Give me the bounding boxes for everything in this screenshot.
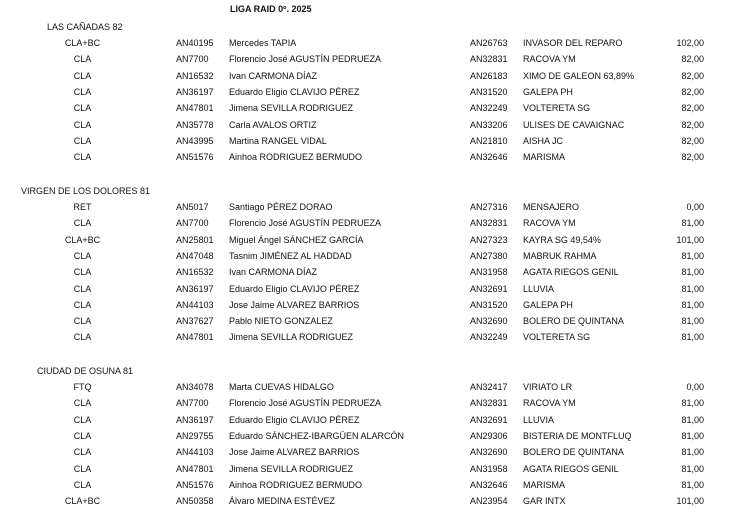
status-cell: CLA (73, 316, 92, 326)
table-row (0, 316, 740, 332)
status-cell: FTQ (73, 382, 92, 392)
rider-name-cell: Marta CUEVAS HIDALGO (229, 382, 334, 392)
horse-license-cell: AN27316 (470, 202, 508, 212)
table-row (0, 87, 740, 103)
rider-name-cell: Florencio José AGUSTÍN PEDRUEZA (229, 398, 382, 408)
rider-name-cell: Mercedes TAPIA (229, 38, 297, 48)
horse-license-cell: AN21810 (470, 136, 508, 146)
rider-name-cell: Florencio José AGUSTÍN PEDRUEZA (229, 54, 382, 64)
status-cell: CLA (73, 480, 92, 490)
status-cell: CLA (73, 103, 92, 113)
horse-name-cell: MABRUK RAHMA (523, 251, 597, 261)
rider-license-cell: AN50358 (176, 496, 214, 506)
points-cell: 82,00 (681, 152, 704, 162)
points-cell: 102,00 (676, 38, 704, 48)
rider-license-cell: AN37627 (176, 316, 214, 326)
points-cell: 81,00 (681, 332, 704, 342)
group-title: CIUDAD DE OSUNA 81 (37, 366, 134, 376)
rider-license-cell: AN35778 (176, 120, 214, 130)
horse-name-cell: AGATA RIEGOS GENIL (523, 464, 619, 474)
horse-license-cell: AN32249 (470, 103, 508, 113)
status-cell: CLA+BC (64, 496, 101, 506)
rider-license-cell: AN40195 (176, 38, 214, 48)
points-cell: 81,00 (681, 267, 704, 277)
horse-name-cell: BISTERIA DE MONTFLUQ (523, 431, 632, 441)
horse-license-cell: AN31958 (470, 267, 508, 277)
points-cell: 81,00 (681, 480, 704, 490)
points-cell: 81,00 (681, 284, 704, 294)
status-cell: CLA (73, 267, 92, 277)
status-cell: CLA (73, 251, 92, 261)
table-row (0, 136, 740, 152)
points-cell: 82,00 (681, 136, 704, 146)
horse-license-cell: AN26763 (470, 38, 508, 48)
rider-name-cell: Ainhoa RODRIGUEZ BERMUDO (229, 480, 363, 490)
rider-license-cell: AN16532 (176, 71, 214, 81)
horse-license-cell: AN32831 (470, 218, 508, 228)
rider-name-cell: Ainhoa RODRIGUEZ BERMUDO (229, 152, 363, 162)
table-row (0, 300, 740, 316)
status-cell: CLA (73, 431, 92, 441)
points-cell: 81,00 (681, 431, 704, 441)
table-row (0, 152, 740, 168)
status-cell: CLA (73, 152, 92, 162)
horse-name-cell: VIRIATO LR (523, 382, 573, 392)
points-cell: 81,00 (681, 415, 704, 425)
points-cell: 81,00 (681, 398, 704, 408)
horse-name-cell: RACOVA YM (523, 54, 576, 64)
status-cell: CLA (73, 87, 92, 97)
table-row (0, 202, 740, 218)
document-title: LIGA RAID 0º. 2025 (230, 4, 312, 14)
rider-license-cell: AN7700 (176, 218, 209, 228)
horse-name-cell: RACOVA YM (523, 398, 576, 408)
points-cell: 81,00 (681, 300, 704, 310)
horse-license-cell: AN33206 (470, 120, 508, 130)
rider-license-cell: AN47801 (176, 464, 214, 474)
points-cell: 82,00 (681, 120, 704, 130)
points-cell: 101,00 (676, 496, 704, 506)
status-cell: CLA (73, 284, 92, 294)
rider-name-cell: Miguel Ángel SÁNCHEZ GARCÍA (229, 235, 364, 245)
points-cell: 81,00 (681, 464, 704, 474)
rider-name-cell: Jose Jaime ALVAREZ BARRIOS (229, 447, 360, 457)
points-cell: 0,00 (686, 382, 704, 392)
status-cell: CLA (73, 398, 92, 408)
status-cell: CLA+BC (64, 38, 101, 48)
horse-license-cell: AN32646 (470, 480, 508, 490)
horse-name-cell: MARISMA (523, 152, 566, 162)
horse-name-cell: LLUVIA (523, 415, 555, 425)
rider-license-cell: AN47801 (176, 332, 214, 342)
status-cell: CLA (73, 71, 92, 81)
rider-license-cell: AN36197 (176, 284, 214, 294)
status-cell: CLA (73, 415, 92, 425)
rider-license-cell: AN44103 (176, 300, 214, 310)
table-row (0, 120, 740, 136)
table-row (0, 382, 740, 398)
horse-name-cell: ULISES DE CAVAIGNAC (523, 120, 625, 130)
points-cell: 101,00 (676, 235, 704, 245)
horse-license-cell: AN31520 (470, 87, 508, 97)
horse-name-cell: AISHA JC (523, 136, 564, 146)
horse-name-cell: XIMO DE GALEON 63,89% (523, 71, 635, 81)
rider-name-cell: Jimena SEVILLA RODRIGUEZ (229, 103, 354, 113)
table-row (0, 38, 740, 54)
horse-license-cell: AN23954 (470, 496, 508, 506)
rider-name-cell: Jose Jaime ALVAREZ BARRIOS (229, 300, 360, 310)
horse-name-cell: RACOVA YM (523, 218, 576, 228)
group-title: LAS CAÑADAS 82 (47, 22, 123, 32)
rider-name-cell: Santiago PÉREZ DORAO (229, 202, 333, 212)
points-cell: 82,00 (681, 71, 704, 81)
horse-license-cell: AN32417 (470, 382, 508, 392)
horse-license-cell: AN31958 (470, 464, 508, 474)
status-cell: CLA (73, 464, 92, 474)
horse-name-cell: GAR INTX (523, 496, 566, 506)
rider-name-cell: Tasnim JIMÉNEZ AL HADDAD (229, 251, 352, 261)
rider-license-cell: AN34078 (176, 382, 214, 392)
rider-license-cell: AN16532 (176, 267, 214, 277)
points-cell: 81,00 (681, 218, 704, 228)
rider-license-cell: AN51576 (176, 480, 214, 490)
table-row (0, 235, 740, 251)
status-cell: CLA (73, 218, 92, 228)
rider-license-cell: AN44103 (176, 447, 214, 457)
status-cell: CLA (73, 447, 92, 457)
horse-name-cell: INVASOR DEL REPARO (523, 38, 623, 48)
table-row (0, 415, 740, 431)
horse-license-cell: AN27380 (470, 251, 508, 261)
table-row (0, 398, 740, 414)
horse-license-cell: AN32691 (470, 415, 508, 425)
rider-name-cell: Eduardo Eligio CLAVIJO PÉREZ (229, 284, 360, 294)
rider-name-cell: Ivan CARMONA DÍAZ (229, 71, 318, 81)
horse-license-cell: AN26183 (470, 71, 508, 81)
rider-name-cell: Eduardo Eligio CLAVIJO PÉREZ (229, 87, 360, 97)
horse-license-cell: AN32690 (470, 447, 508, 457)
table-row (0, 103, 740, 119)
table-row (0, 464, 740, 480)
table-row (0, 332, 740, 348)
status-cell: CLA (73, 120, 92, 130)
table-row (0, 447, 740, 463)
horse-name-cell: MENSAJERO (523, 202, 580, 212)
status-cell: CLA (73, 332, 92, 342)
horse-license-cell: AN31520 (470, 300, 508, 310)
rider-name-cell: Jimena SEVILLA RODRIGUEZ (229, 332, 354, 342)
table-row (0, 267, 740, 283)
points-cell: 81,00 (681, 447, 704, 457)
points-cell: 82,00 (681, 87, 704, 97)
horse-license-cell: AN29306 (470, 431, 508, 441)
horse-name-cell: GALEPA PH (523, 300, 573, 310)
rider-license-cell: AN36197 (176, 415, 214, 425)
points-cell: 81,00 (681, 316, 704, 326)
rider-license-cell: AN7700 (176, 398, 209, 408)
horse-license-cell: AN32249 (470, 332, 508, 342)
table-row (0, 480, 740, 496)
horse-license-cell: AN32691 (470, 284, 508, 294)
status-cell: CLA+BC (64, 235, 101, 245)
table-row (0, 71, 740, 87)
rider-name-cell: Ivan CARMONA DÍAZ (229, 267, 318, 277)
horse-license-cell: AN27323 (470, 235, 508, 245)
rider-name-cell: Eduardo SÁNCHEZ-IBARGÜEN ALARCÓN (229, 431, 405, 441)
points-cell: 81,00 (681, 251, 704, 261)
status-cell: CLA (73, 300, 92, 310)
status-cell: CLA (73, 54, 92, 64)
rider-name-cell: Álvaro MEDINA ESTÉVEZ (229, 496, 336, 506)
horse-license-cell: AN32646 (470, 152, 508, 162)
rider-license-cell: AN43995 (176, 136, 214, 146)
rider-name-cell: Jimena SEVILLA RODRIGUEZ (229, 464, 354, 474)
rider-name-cell: Eduardo Eligio CLAVIJO PÉREZ (229, 415, 360, 425)
horse-license-cell: AN32690 (470, 316, 508, 326)
horse-name-cell: GALEPA PH (523, 87, 573, 97)
points-cell: 82,00 (681, 54, 704, 64)
points-cell: 82,00 (681, 103, 704, 113)
rider-license-cell: AN7700 (176, 54, 209, 64)
rider-license-cell: AN47801 (176, 103, 214, 113)
table-row (0, 54, 740, 70)
horse-name-cell: BOLERO DE QUINTANA (523, 316, 624, 326)
table-row (0, 431, 740, 447)
table-row (0, 496, 740, 512)
horse-name-cell: KAYRA SG 49,54% (523, 235, 601, 245)
horse-license-cell: AN32831 (470, 54, 508, 64)
horse-name-cell: BOLERO DE QUINTANA (523, 447, 624, 457)
group-title: VIRGEN DE LOS DOLORES 81 (21, 186, 151, 196)
horse-name-cell: MARISMA (523, 480, 566, 490)
rider-license-cell: AN29755 (176, 431, 214, 441)
points-cell: 0,00 (686, 202, 704, 212)
horse-name-cell: LLUVIA (523, 284, 555, 294)
rider-name-cell: Pablo NIETO GONZALEZ (229, 316, 333, 326)
rider-license-cell: AN51576 (176, 152, 214, 162)
horse-name-cell: VOLTERETA SG (523, 332, 591, 342)
table-row (0, 284, 740, 300)
rider-license-cell: AN47048 (176, 251, 214, 261)
table-row (0, 251, 740, 267)
table-row (0, 218, 740, 234)
status-cell: RET (73, 202, 92, 212)
horse-name-cell: VOLTERETA SG (523, 103, 591, 113)
rider-name-cell: Florencio José AGUSTÍN PEDRUEZA (229, 218, 382, 228)
horse-license-cell: AN32831 (470, 398, 508, 408)
status-cell: CLA (73, 136, 92, 146)
rider-license-cell: AN36197 (176, 87, 214, 97)
rider-license-cell: AN5017 (176, 202, 209, 212)
rider-name-cell: Carla AVALOS ORTIZ (229, 120, 317, 130)
rider-license-cell: AN25801 (176, 235, 214, 245)
horse-name-cell: AGATA RIEGOS GENIL (523, 267, 619, 277)
rider-name-cell: Martina RANGEL VIDAL (229, 136, 327, 146)
